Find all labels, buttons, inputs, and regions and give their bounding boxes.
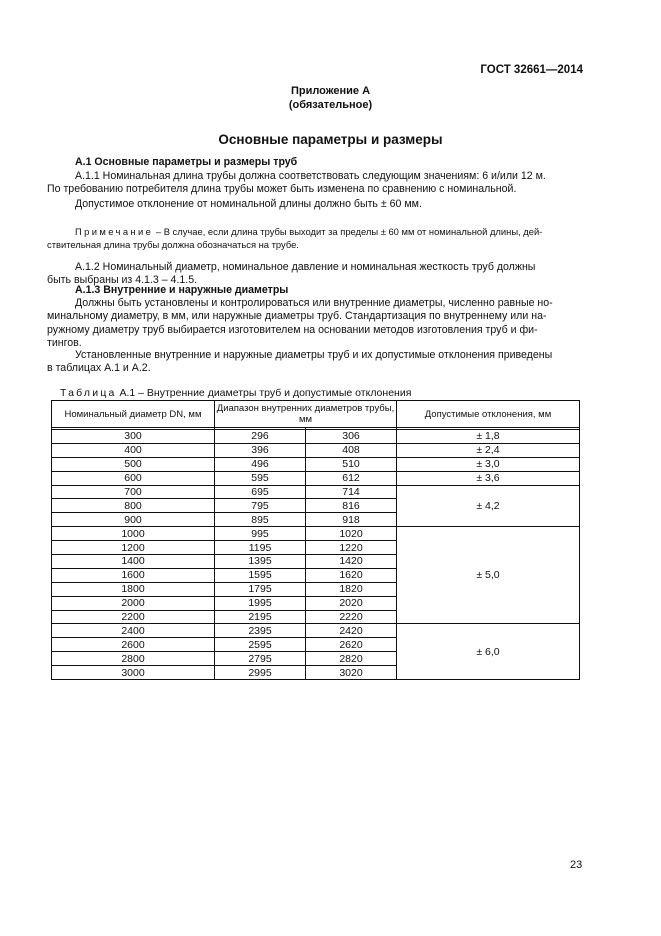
cell-nominal-diameter: 2800 [52,652,215,666]
cell-min-diameter: 695 [215,485,306,499]
table-caption [60,387,411,399]
annex-title: Приложение А [290,85,371,97]
cell-min-diameter: 1795 [215,582,306,596]
cell-max-diameter: 2620 [306,638,397,652]
cell-max-diameter: 510 [306,457,397,471]
cell-nominal-diameter: 1200 [52,541,215,555]
cell-min-diameter: 1195 [215,541,306,555]
cell-max-diameter: 1420 [306,555,397,569]
column-header-nominal-diameter: Номинальный диаметр DN, мм [52,401,215,428]
section-a13-paragraph-1 [47,297,587,351]
cell-min-diameter: 296 [215,430,306,444]
cell-max-diameter: 1820 [306,582,397,596]
column-header-inner-diameter-range: Диапазон внутренних диаметров трубы, мм [215,401,397,428]
note-text: – В случае, если длина трубы выходит за пределы ± 60 мм от номинальной длины, дей- [153,226,543,237]
text-line: быть выбраны из 4.1.3 – 4.1.5. [47,274,198,287]
column-header-tolerance: Допустимые отклонения, мм [397,401,580,428]
cell-min-diameter: 2595 [215,638,306,652]
main-title: Основные параметры и размеры [218,132,443,147]
table-row [52,624,580,638]
cell-min-diameter: 496 [215,457,306,471]
note-line: ствительная длина трубы должна обозначаться на трубе. [47,239,299,250]
cell-nominal-diameter: 3000 [52,666,215,680]
cell-max-diameter: 1020 [306,527,397,541]
cell-nominal-diameter: 1800 [52,582,215,596]
cell-max-diameter: 1220 [306,541,397,555]
section-a1-paragraph-2: Допустимое отклонение от номинальной длины должно быть ± 60 мм. [75,198,422,210]
cell-min-diameter: 2995 [215,666,306,680]
table-row [52,430,580,444]
cell-min-diameter: 396 [215,443,306,457]
text-line: минальному диаметру, в мм, или наружные диаметры труб. Стандартизация по внутреннему или на- [47,310,547,323]
cell-tolerance: ± 3,6 [397,471,580,485]
cell-min-diameter: 895 [215,513,306,527]
document-standard-code: ГОСТ 32661—2014 [480,64,583,76]
cell-min-diameter: 1995 [215,596,306,610]
annex-heading [0,84,661,112]
cell-min-diameter: 1595 [215,568,306,582]
section-a1-paragraph-1 [47,170,587,197]
note-label: Примечание [75,226,154,237]
cell-nominal-diameter: 900 [52,513,215,527]
annex-status: (обязательное) [288,99,373,111]
cell-max-diameter: 816 [306,499,397,513]
cell-nominal-diameter: 2000 [52,596,215,610]
cell-max-diameter: 1620 [306,568,397,582]
table-caption-label: Таблица [60,387,117,399]
table-row [52,443,580,457]
cell-max-diameter: 714 [306,485,397,499]
text-line: А.1.2 Номинальный диаметр, номинальное давление и номинальная жесткость труб должны [75,261,536,273]
cell-nominal-diameter: 1600 [52,568,215,582]
cell-nominal-diameter: 1000 [52,527,215,541]
text-line: А.1.1 Номинальная длина трубы должна соответствовать следующим значениям: 6 и/или 12 м. [75,170,546,182]
section-a1-heading: А.1 Основные параметры и размеры труб [75,156,298,168]
cell-tolerance: ± 4,2 [397,485,580,527]
cell-tolerance: ± 1,8 [397,430,580,444]
note [47,225,587,251]
cell-min-diameter: 595 [215,471,306,485]
note-line [47,225,587,238]
cell-max-diameter: 2420 [306,624,397,638]
text-line: тингов. [47,337,82,350]
cell-nominal-diameter: 2600 [52,638,215,652]
text-line: По требованию потребителя длина трубы может быть изменена по сравнению с номинальной. [47,183,517,196]
table-row [52,527,580,541]
diameters-table [51,400,580,680]
cell-max-diameter: 2820 [306,652,397,666]
cell-nominal-diameter: 300 [52,430,215,444]
cell-max-diameter: 408 [306,443,397,457]
section-a13-paragraph-2 [47,349,587,376]
table-row [52,457,580,471]
table-body [52,430,580,680]
cell-max-diameter: 3020 [306,666,397,680]
cell-nominal-diameter: 500 [52,457,215,471]
cell-nominal-diameter: 700 [52,485,215,499]
page-number: 23 [570,859,583,871]
cell-min-diameter: 1395 [215,555,306,569]
cell-max-diameter: 612 [306,471,397,485]
cell-nominal-diameter: 400 [52,443,215,457]
cell-min-diameter: 2795 [215,652,306,666]
cell-max-diameter: 306 [306,430,397,444]
cell-nominal-diameter: 600 [52,471,215,485]
table-row [52,485,580,499]
cell-nominal-diameter: 2200 [52,610,215,624]
cell-tolerance: ± 3,0 [397,457,580,471]
cell-min-diameter: 2395 [215,624,306,638]
text-line: Должны быть установлены и контролироваться или внутренние диаметры, численно равные но- [75,297,553,309]
cell-tolerance: ± 2,4 [397,443,580,457]
cell-max-diameter: 2020 [306,596,397,610]
cell-nominal-diameter: 1400 [52,555,215,569]
table-caption-text: А.1 – Внутренние диаметры труб и допустимые отклонения [116,387,412,399]
table-row [52,471,580,485]
cell-max-diameter: 2220 [306,610,397,624]
section-a13-heading: А.1.3 Внутренние и наружные диаметры [75,284,289,296]
cell-min-diameter: 2195 [215,610,306,624]
cell-nominal-diameter: 800 [52,499,215,513]
cell-min-diameter: 795 [215,499,306,513]
cell-tolerance: ± 6,0 [397,624,580,680]
cell-min-diameter: 995 [215,527,306,541]
cell-max-diameter: 918 [306,513,397,527]
text-line: ружному диаметру труб выбирается изготовителем на основании методов изготовления труб и фи- [47,323,538,336]
text-line: в таблицах А.1 и А.2. [47,362,151,375]
cell-tolerance: ± 5,0 [397,527,580,624]
cell-nominal-diameter: 2400 [52,624,215,638]
text-line: Установленные внутренние и наружные диаметры труб и их допустимые отклонения приведены [75,349,553,361]
